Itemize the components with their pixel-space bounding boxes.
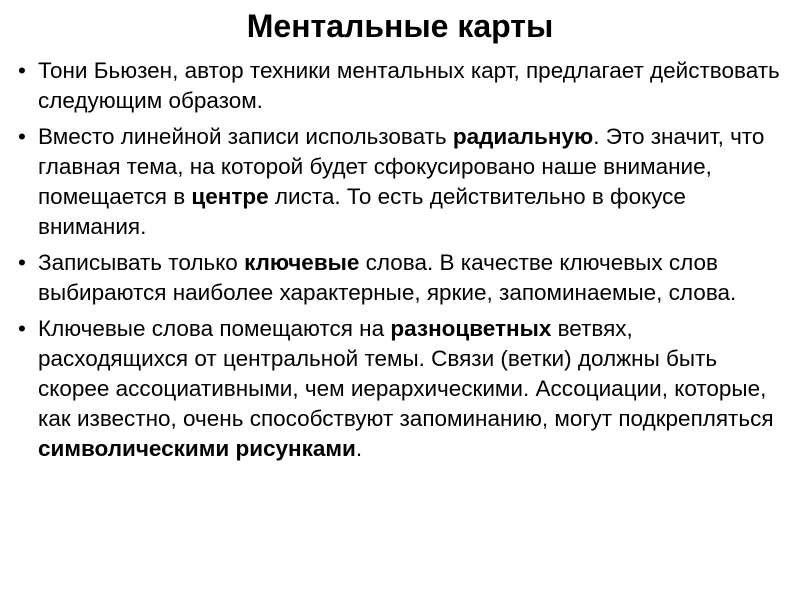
- bullet-list: [18, 56, 780, 470]
- bullet-emphasis: радиальную: [452, 124, 594, 149]
- bullet-marker: •: [18, 58, 26, 83]
- bullet-item: [18, 56, 780, 116]
- bullet-marker: •: [18, 124, 26, 149]
- bullet-text: [38, 250, 736, 305]
- bullet-item: [18, 248, 780, 308]
- bullet-item: [18, 314, 780, 464]
- bullet-text-segment: Записывать только: [38, 250, 245, 275]
- bullet-text-segment: Ключевые слова помещаются на: [38, 316, 391, 341]
- bullet-text-segment: слова. В качестве ключевых слов выбираются наиболее характерные, яркие, запоминаемые, слова.: [38, 250, 737, 305]
- bullet-text-segment: листа. То есть действительно в фокусе внимания.: [38, 184, 686, 239]
- bullet-emphasis: ключевые: [244, 250, 360, 275]
- bullet-marker: •: [18, 250, 26, 275]
- bullet-text-segment: Тони Бьюзен, автор техники ментальных карт, предлагает действовать следующим образом.: [38, 58, 780, 113]
- bullet-text: [38, 124, 764, 239]
- bullet-emphasis: символическими рисунками: [38, 436, 356, 461]
- bullet-item: [18, 122, 780, 242]
- bullet-text-segment: . Это значит, что главная тема, на которой будет сфокусировано наше внимание, помещается в: [38, 124, 765, 209]
- bullet-marker: •: [18, 316, 26, 341]
- bullet-text: [38, 316, 774, 461]
- bullet-emphasis: центре: [191, 184, 269, 209]
- bullet-text-segment: .: [355, 436, 363, 461]
- bullet-emphasis: разноцветных: [390, 316, 552, 341]
- slide-title: Ментальные карты: [246, 8, 554, 44]
- bullet-text-segment: ветвях, расходящихся от центральной темы. Связи (ветки) должны быть скорее ассоциативными, чем иерархическими. Ассоциации, которые, как известно, очень способствуют запоминанию, могут подкрепляться: [38, 316, 774, 431]
- bullet-text: [38, 58, 780, 113]
- bullet-text-segment: Вместо линейной записи использовать: [38, 124, 453, 149]
